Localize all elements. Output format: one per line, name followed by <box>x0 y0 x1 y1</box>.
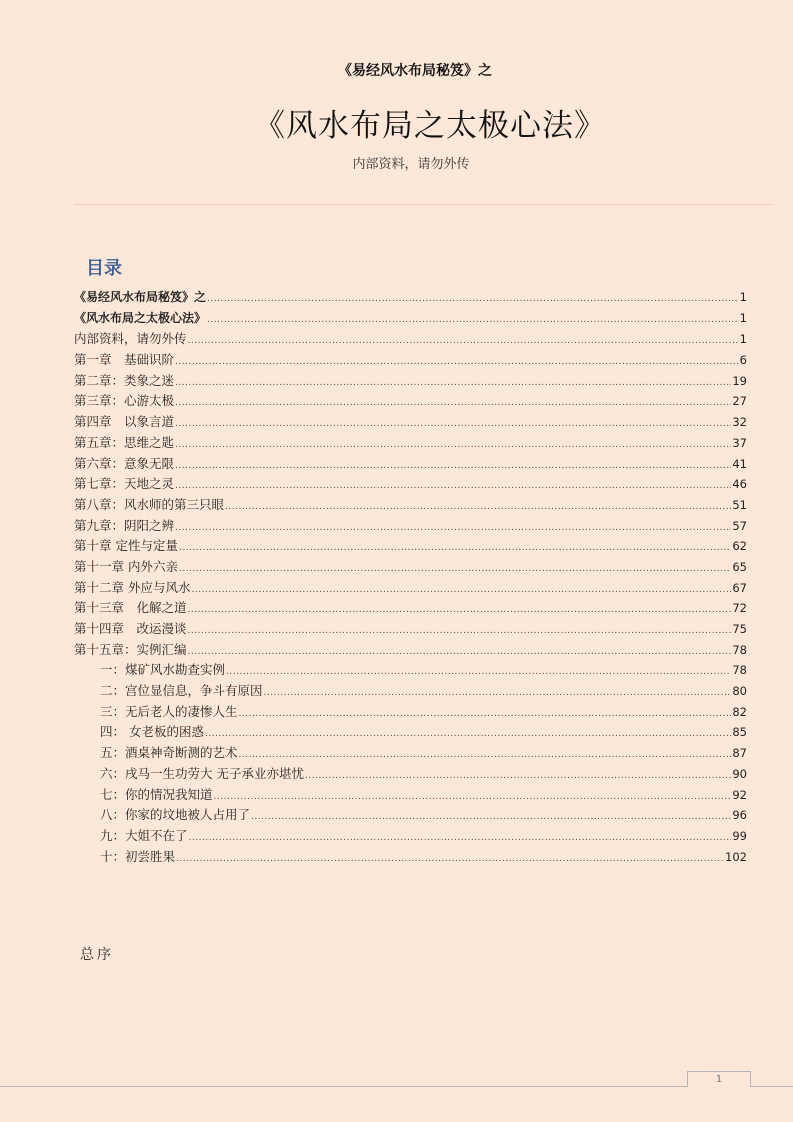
toc-dot-leader <box>179 543 731 553</box>
toc-entry-label: 第八章：风水师的第三只眼 <box>74 496 225 512</box>
toc-dot-leader <box>188 605 732 615</box>
toc-entry-label: 内部资料，请勿外传 <box>74 331 187 347</box>
document-pre-title: 《易经风水布局秘笈》之 <box>338 63 492 79</box>
toc-entry[interactable] <box>74 598 747 619</box>
toc-entry-label: 第十五章：实例汇编 <box>74 641 187 657</box>
toc-entry-label: 二：宫位显信息，争斗有原因 <box>100 683 263 699</box>
toc-entry[interactable] <box>74 329 747 350</box>
toc-dot-leader <box>264 688 732 698</box>
page-number: 1 <box>687 1071 751 1087</box>
toc-dot-leader <box>175 481 731 491</box>
toc-dot-leader <box>188 626 732 636</box>
toc-entry-page: 32 <box>732 415 747 430</box>
toc-sub-entry[interactable] <box>74 722 747 743</box>
toc-entry-page: 96 <box>732 808 747 823</box>
toc-dot-leader <box>175 419 731 429</box>
toc-entry-label: 第七章：天地之灵 <box>74 476 175 492</box>
toc-entry[interactable] <box>74 288 747 309</box>
preface-heading: 总序 <box>80 947 114 963</box>
toc-entry-page: 75 <box>732 622 747 636</box>
toc-entry-label: 四： 女老板的困惑 <box>100 724 204 740</box>
toc-entry-label: 第十三章 化解之道 <box>74 600 187 616</box>
toc-entry-page: 85 <box>732 725 747 740</box>
toc-entry[interactable] <box>74 640 747 661</box>
toc-entry-label: 六：戌马一生功劳大 无子承业亦堪忧 <box>100 765 304 781</box>
toc-entry-page: 51 <box>732 497 747 512</box>
toc-entry-label: 七：你的情况我知道 <box>100 786 213 802</box>
toc-entry[interactable] <box>74 433 747 454</box>
toc-dot-leader <box>225 502 731 512</box>
toc-entry-page: 57 <box>732 518 747 533</box>
toc-dot-leader <box>239 750 732 760</box>
toc-dot-leader <box>226 667 731 677</box>
toc-entry-label: 第六章：意象无限 <box>74 455 175 471</box>
toc-sub-entry[interactable] <box>74 660 747 681</box>
toc-entry-label: 三：无后老人的凄惨人生 <box>100 703 238 719</box>
toc-dot-leader <box>179 564 731 574</box>
toc-dot-leader <box>188 647 732 657</box>
toc-entry-label: 第三章：心游太极 <box>74 393 175 409</box>
toc-entry-page: 90 <box>732 766 747 781</box>
toc-entry-page: 37 <box>732 435 747 450</box>
toc-dot-leader <box>188 336 739 346</box>
toc-entry-label: 十：初尝胜果 <box>100 848 176 864</box>
toc-entry-label: 八：你家的坟地被人占用了 <box>100 807 251 823</box>
toc-entry-page: 102 <box>725 849 747 864</box>
toc-dot-leader <box>305 771 731 781</box>
toc-entry-label: 五：酒桌神奇断测的艺术 <box>100 745 238 761</box>
toc-entry-label: 九：大姐不在了 <box>100 827 188 843</box>
toc-entry-label: 第十四章 改运漫谈 <box>74 621 187 636</box>
toc-entry-page: 78 <box>732 642 747 657</box>
toc-entry-page: 62 <box>732 539 747 554</box>
toc-dot-leader <box>189 833 732 843</box>
toc-entry-page: 46 <box>732 477 747 492</box>
toc-sub-entry[interactable] <box>74 743 747 764</box>
toc-entry-page: 82 <box>732 704 747 719</box>
footer-divider <box>0 1086 793 1087</box>
toc-dot-leader <box>175 398 731 408</box>
toc-sub-entry[interactable] <box>74 702 747 723</box>
toc-entry-label: 第一章 基础识阶 <box>74 352 175 368</box>
table-of-contents <box>74 288 747 867</box>
toc-entry[interactable] <box>74 391 747 412</box>
toc-entry-label: 第四章 以象言道 <box>74 414 175 430</box>
toc-entry-page: 1 <box>739 290 747 304</box>
toc-entry-label: 《风水布局之太极心法》 <box>74 310 207 325</box>
toc-entry-label: 第五章：思维之匙 <box>74 434 175 450</box>
toc-entry[interactable] <box>74 412 747 433</box>
toc-entry-label: 第十二章 外应与风水 <box>74 579 191 595</box>
toc-dot-leader <box>207 294 739 304</box>
toc-entry[interactable] <box>74 536 747 557</box>
toc-heading: 目录 <box>86 258 122 279</box>
toc-entry-label: 第十一章 内外六亲 <box>74 558 178 574</box>
toc-entry[interactable] <box>74 619 747 640</box>
toc-entry-page: 65 <box>732 559 747 574</box>
toc-entry[interactable] <box>74 309 747 330</box>
toc-entry-label: 第二章：类象之迷 <box>74 372 175 388</box>
toc-entry[interactable] <box>74 578 747 599</box>
toc-entry[interactable] <box>74 350 747 371</box>
toc-entry[interactable] <box>74 454 747 475</box>
toc-entry-label: 《易经风水布局秘笈》之 <box>74 290 207 304</box>
document-subtitle: 内部资料，请勿外传 <box>352 157 470 172</box>
toc-entry-page: 80 <box>732 684 747 699</box>
toc-entry-page: 78 <box>732 663 747 678</box>
toc-entry-label: 第十章 定性与定量 <box>74 538 178 554</box>
toc-entry-page: 1 <box>739 332 747 347</box>
toc-dot-leader <box>205 729 731 739</box>
toc-dot-leader <box>214 792 732 802</box>
toc-entry-page: 41 <box>732 456 747 471</box>
toc-entry-page: 92 <box>732 787 747 802</box>
toc-sub-entry[interactable] <box>74 805 747 826</box>
toc-entry-page: 1 <box>739 310 747 325</box>
document-main-title: 《风水布局之太极心法》 <box>254 108 606 144</box>
toc-entry-label: 第九章：阴阳之辨 <box>74 517 175 533</box>
toc-dot-leader <box>175 461 731 471</box>
toc-sub-entry[interactable] <box>74 681 747 702</box>
toc-dot-leader <box>175 440 731 450</box>
toc-entry[interactable] <box>74 474 747 495</box>
toc-dot-leader <box>175 523 731 533</box>
toc-entry[interactable] <box>74 495 747 516</box>
toc-sub-entry[interactable] <box>74 785 747 806</box>
toc-entry-page: 27 <box>732 394 747 409</box>
toc-dot-leader <box>239 709 732 719</box>
toc-entry[interactable] <box>74 557 747 578</box>
toc-entry[interactable] <box>74 516 747 537</box>
toc-entry-page: 72 <box>732 601 747 616</box>
toc-dot-leader <box>191 585 731 595</box>
toc-sub-entry[interactable] <box>74 826 747 847</box>
toc-entry-page: 99 <box>732 828 747 843</box>
toc-dot-leader <box>175 378 731 388</box>
toc-entry-label: 一：煤矿风水勘查实例 <box>100 662 226 678</box>
toc-sub-entry[interactable] <box>74 847 747 868</box>
toc-dot-leader <box>251 812 731 822</box>
toc-dot-leader <box>176 854 724 864</box>
toc-dot-leader <box>175 357 739 367</box>
toc-entry[interactable] <box>74 371 747 392</box>
header-divider <box>74 204 772 205</box>
toc-entry-page: 67 <box>732 580 747 595</box>
toc-sub-entry[interactable] <box>74 764 747 785</box>
toc-dot-leader <box>207 315 739 325</box>
toc-entry-page: 19 <box>732 373 747 388</box>
toc-entry-page: 87 <box>732 746 747 761</box>
toc-entry-page: 6 <box>739 353 747 368</box>
